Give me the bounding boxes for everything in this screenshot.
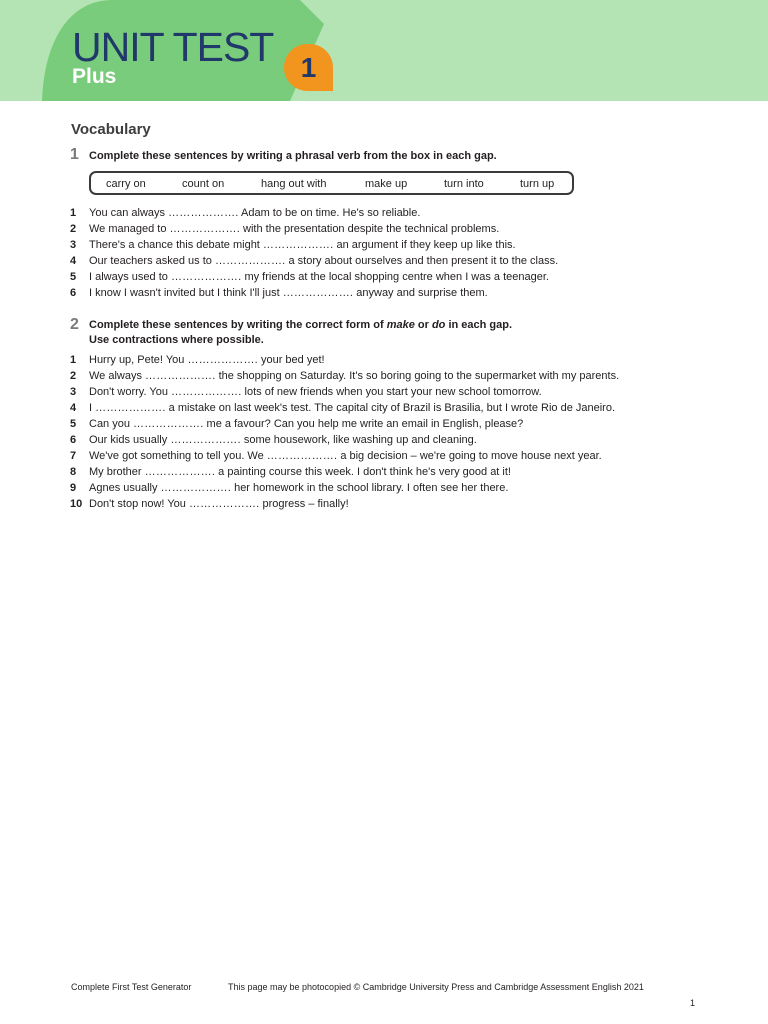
item-text: me a favour? Can you help me write an email in English, please? [203, 418, 524, 430]
word-box-item: count on [182, 178, 225, 190]
item-number: 2 [70, 370, 77, 382]
answer-gap[interactable]: ………………. [170, 271, 242, 283]
instruction-line-2: Use contractions where possible. [89, 334, 264, 346]
item-number: 7 [70, 450, 77, 462]
item-text: a big decision – we're going to move house next year. [337, 450, 602, 462]
exercise-2-list [70, 352, 619, 512]
list-item [70, 400, 619, 416]
item-number: 10 [70, 498, 83, 510]
answer-gap[interactable]: ………………. [133, 418, 204, 430]
item-number: 4 [70, 255, 77, 267]
list-item [70, 432, 619, 448]
item-text: Can you [89, 418, 134, 430]
item-text: a story about ourselves and then present it to the class. [285, 255, 559, 267]
item-text: her homework in the school library. I often see her there. [231, 482, 509, 494]
answer-gap[interactable]: ………………. [187, 354, 258, 366]
item-text: a painting course this week. I don't think he's very good at it! [215, 466, 511, 478]
item-text: a mistake on last week's test. The capital city of Brazil is Brasilia, but I wrote Rio de Janeiro. [165, 402, 616, 414]
item-text: my friends at the local shopping centre when I was a teenager. [241, 271, 549, 283]
answer-gap[interactable]: ………………. [168, 207, 239, 219]
list-item [70, 237, 558, 253]
list-item [70, 285, 558, 301]
list-item [70, 368, 619, 384]
item-text: We've got something to tell you. We [89, 450, 267, 462]
item-number: 3 [70, 239, 77, 251]
list-item [70, 448, 619, 464]
section-title: Vocabulary [71, 121, 151, 138]
list-item [70, 221, 558, 237]
item-number: 1 [70, 354, 77, 366]
item-text: We managed to [89, 223, 170, 235]
answer-gap[interactable]: ………………. [188, 498, 260, 510]
answer-gap[interactable]: ………………. [160, 482, 232, 494]
item-text: your bed yet! [257, 354, 325, 366]
page-number: 1 [690, 998, 696, 1008]
item-text: Don't stop now! You [89, 498, 189, 510]
item-text: some housework, like washing up and cleaning. [240, 434, 477, 446]
unit-subtitle: Plus [72, 65, 117, 88]
item-text: the shopping on Saturday. It's so boring going to the supermarket with my parents. [215, 370, 620, 382]
item-text: My brother [89, 466, 145, 478]
exercise-2-instruction [89, 318, 512, 348]
exercise-2-number: 2 [70, 316, 79, 333]
answer-gap[interactable]: ………………. [169, 223, 240, 235]
exercise-1-list [70, 205, 558, 301]
item-text: Our teachers asked us to [89, 255, 215, 267]
list-item [70, 496, 619, 512]
item-number: 1 [70, 207, 77, 219]
unit-header [0, 0, 768, 101]
word-box-item: turn into [444, 178, 484, 190]
item-number: 5 [70, 418, 77, 430]
item-text: Our kids usually [89, 434, 171, 446]
list-item [70, 384, 619, 400]
item-text: I [89, 402, 96, 414]
unit-number-badge [284, 44, 333, 91]
item-number: 8 [70, 466, 77, 478]
word-box-item: hang out with [261, 178, 327, 190]
item-text: There's a chance this debate might [89, 239, 263, 251]
item-number: 9 [70, 482, 77, 494]
item-text: You can always [89, 207, 169, 219]
answer-gap[interactable]: ………………. [282, 287, 354, 299]
word-box-item: make up [365, 178, 408, 190]
item-text: with the presentation despite the technical problems. [239, 223, 500, 235]
item-text: Adam to be on time. He's so reliable. [238, 207, 421, 219]
list-item [70, 416, 619, 432]
item-text: Hurry up, Pete! You [89, 354, 188, 366]
answer-gap[interactable]: ………………. [266, 450, 338, 462]
footer-copyright: This page may be photocopied © Cambridge University Press and Cambridge Assessment English 2021 [228, 982, 644, 992]
list-item [70, 205, 558, 221]
list-item [70, 480, 619, 496]
item-text: Don't worry. You [89, 386, 171, 398]
word-box [89, 171, 574, 195]
answer-gap[interactable]: ………………. [144, 466, 216, 478]
instruction-text: in each gap. [445, 319, 513, 331]
item-text: I know I wasn't invited but I think I'll just [89, 287, 283, 299]
footer-product-name: Complete First Test Generator [71, 982, 192, 992]
item-text: I always used to [89, 271, 171, 283]
list-item [70, 269, 558, 285]
answer-gap[interactable]: ………………. [145, 370, 216, 382]
unit-title: UNIT TEST [72, 24, 274, 70]
item-number: 3 [70, 386, 77, 398]
instruction-text: Complete these sentences by writing the correct form of [89, 319, 387, 331]
item-text: an argument if they keep up like this. [333, 239, 516, 251]
answer-gap[interactable]: ………………. [171, 386, 242, 398]
item-number: 6 [70, 287, 77, 299]
exercise-1-instruction: Complete these sentences by writing a phrasal verb from the box in each gap. [89, 150, 497, 162]
word-box-item: turn up [520, 178, 555, 190]
instruction-text: or [414, 319, 432, 331]
word-box-item: carry on [106, 178, 146, 190]
item-text: lots of new friends when you start your new school tomorrow. [241, 386, 542, 398]
answer-gap[interactable]: ………………. [95, 402, 166, 414]
item-text: We always [89, 370, 146, 382]
item-number: 6 [70, 434, 77, 446]
item-number: 4 [70, 402, 77, 414]
item-text: progress – finally! [259, 498, 349, 510]
exercise-1-number: 1 [70, 146, 79, 163]
item-number: 5 [70, 271, 77, 283]
list-item [70, 352, 619, 368]
list-item [70, 464, 619, 480]
keyword-do: do [431, 319, 446, 331]
item-number: 2 [70, 223, 77, 235]
answer-gap[interactable]: ………………. [170, 434, 241, 446]
keyword-make: make [386, 319, 415, 331]
item-text: anyway and surprise them. [353, 287, 488, 299]
answer-gap[interactable]: ………………. [214, 255, 286, 267]
answer-gap[interactable]: ………………. [262, 239, 334, 251]
item-text: Agnes usually [89, 482, 161, 494]
list-item [70, 253, 558, 269]
unit-number: 1 [300, 51, 317, 83]
